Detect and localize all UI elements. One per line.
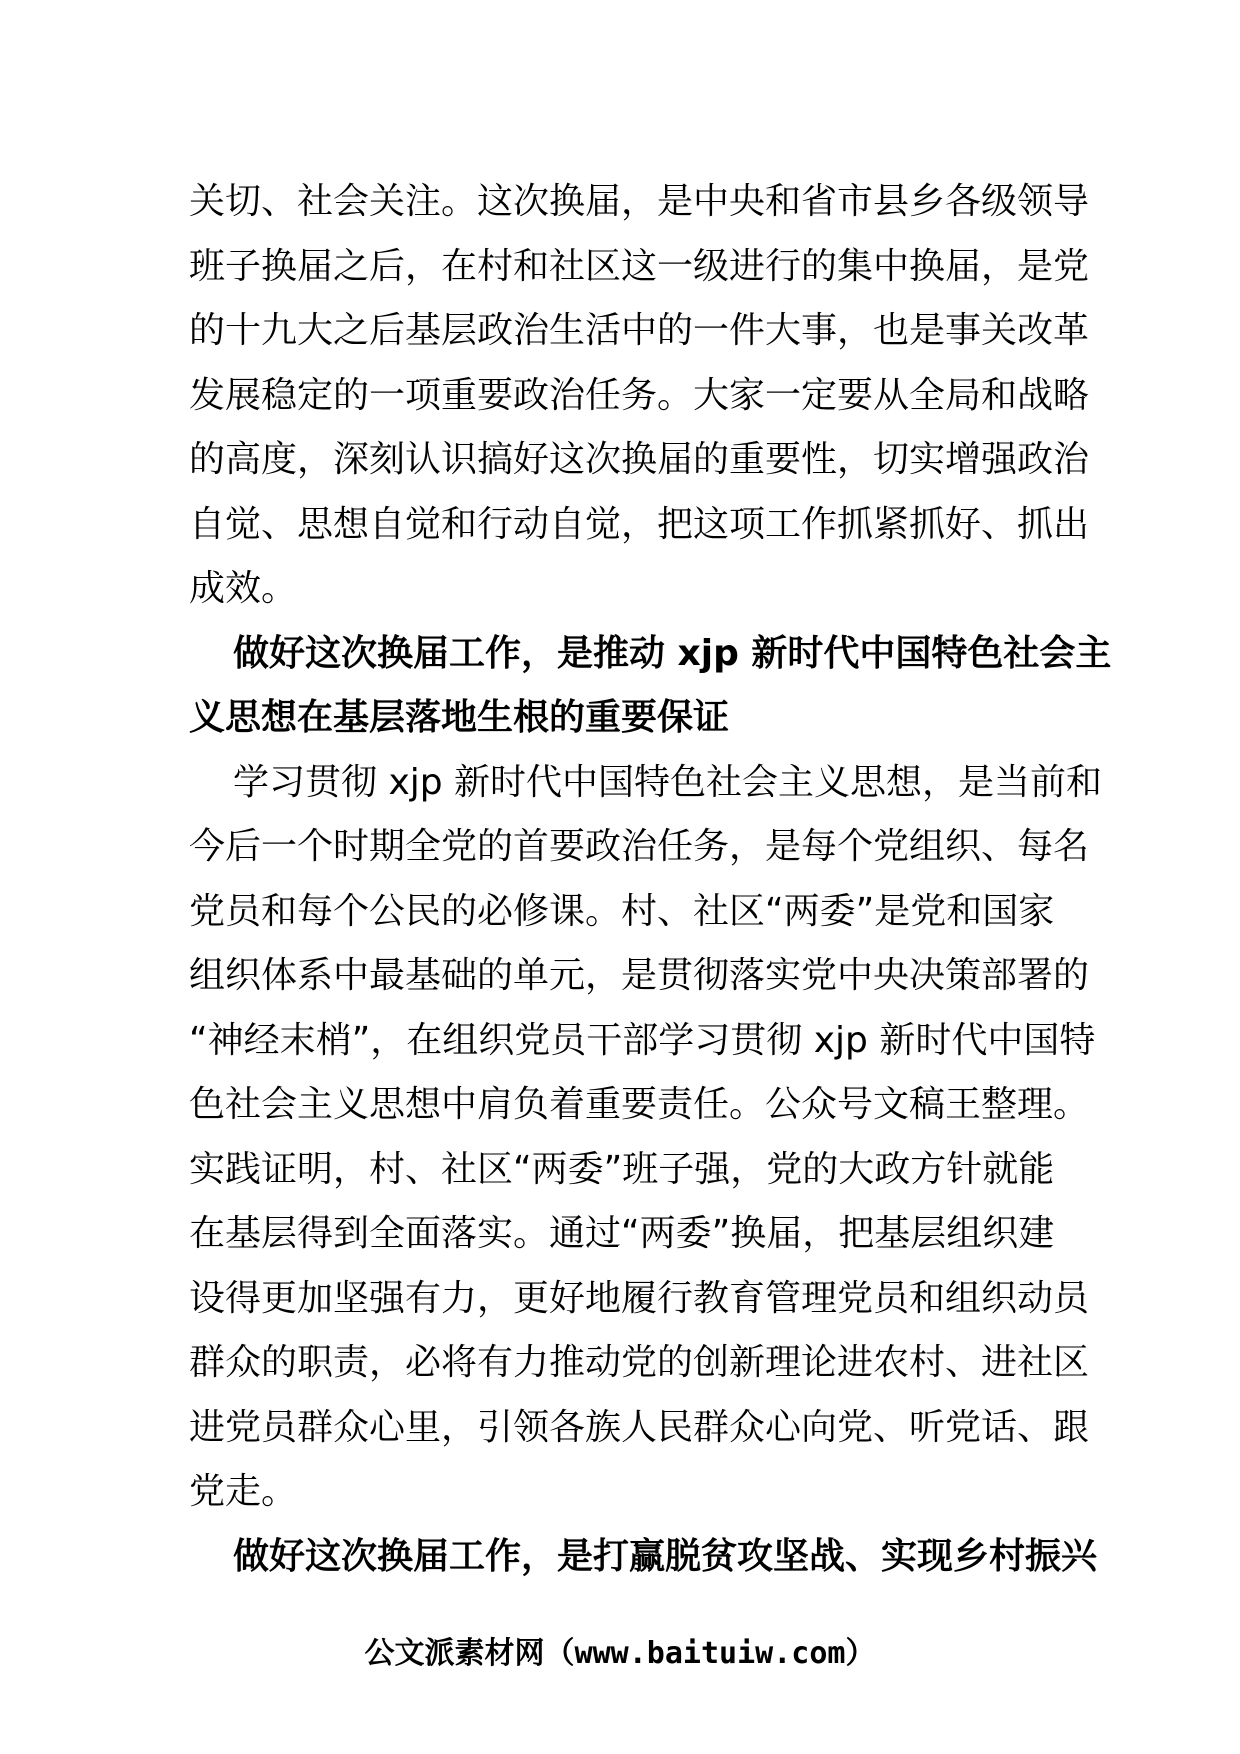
heading-line: 义思想在基层落地生根的重要保证: [189, 697, 730, 738]
text-line: 的十九大之后基层政治生活中的一件大事，也是事关改革: [189, 310, 1090, 351]
heading-line: 做好这次换届工作，是推动 xjp 新时代中国特色社会主: [233, 632, 1112, 674]
page-footer: [0, 1634, 1240, 1674]
text-line: 实践证明，村、社区“两委”班子强，党的大政方针就能: [189, 1148, 1055, 1190]
text-line: 设得更加坚强有力，更好地履行教育管理党员和组织动员: [189, 1277, 1090, 1319]
document-body: [189, 170, 1112, 1589]
text-line: 党员和每个公民的必修课。村、社区“两委”是党和国家: [189, 890, 1055, 932]
paragraph-1: [189, 170, 1090, 622]
text-line: 的高度，深刻认识搞好这次换届的重要性，切实增强政治: [189, 439, 1090, 480]
footer-site-name: 公文派素材网: [364, 1636, 545, 1671]
paragraph-2: [189, 751, 1103, 1525]
section-heading-2: [189, 1525, 1098, 1590]
footer-url: （www.baituiw.com）: [544, 1636, 876, 1671]
text-line: 自觉、思想自觉和行动自觉，把这项工作抓紧抓好、抓出: [189, 503, 1090, 545]
text-line: 在基层得到全面落实。通过“两委”换届，把基层组织建: [189, 1213, 1055, 1254]
text-line: 成效。: [189, 568, 298, 609]
text-line: “神经末梢”，在组织党员干部学习贯彻 xjp 新时代中国特: [189, 1019, 1096, 1061]
text-line: 进党员群众心里，引领各族人民群众心向党、听党话、跟: [189, 1406, 1090, 1448]
text-line: 关切、社会关注。这次换届，是中央和省市县乡各级领导: [189, 181, 1090, 222]
heading-line: 做好这次换届工作，是打赢脱贫攻坚战、实现乡村振兴: [233, 1535, 1098, 1577]
text-line: 色社会主义思想中肩负着重要责任。公众号文稿王整理。: [189, 1084, 1090, 1125]
text-line: 党走。: [189, 1471, 298, 1512]
text-line: 群众的职责，必将有力推动党的创新理论进农村、进社区: [189, 1342, 1090, 1383]
text-line: 今后一个时期全党的首要政治任务，是每个党组织、每名: [189, 826, 1090, 867]
section-heading-1: [189, 622, 1112, 751]
text-line: 组织体系中最基础的单元，是贯彻落实党中央决策部署的: [189, 955, 1090, 996]
text-line: 学习贯彻 xjp 新时代中国特色社会主义思想，是当前和: [233, 761, 1103, 803]
text-line: 班子换届之后，在村和社区这一级进行的集中换届，是党: [189, 245, 1090, 287]
text-line: 发展稳定的一项重要政治任务。大家一定要从全局和战略: [189, 374, 1090, 416]
